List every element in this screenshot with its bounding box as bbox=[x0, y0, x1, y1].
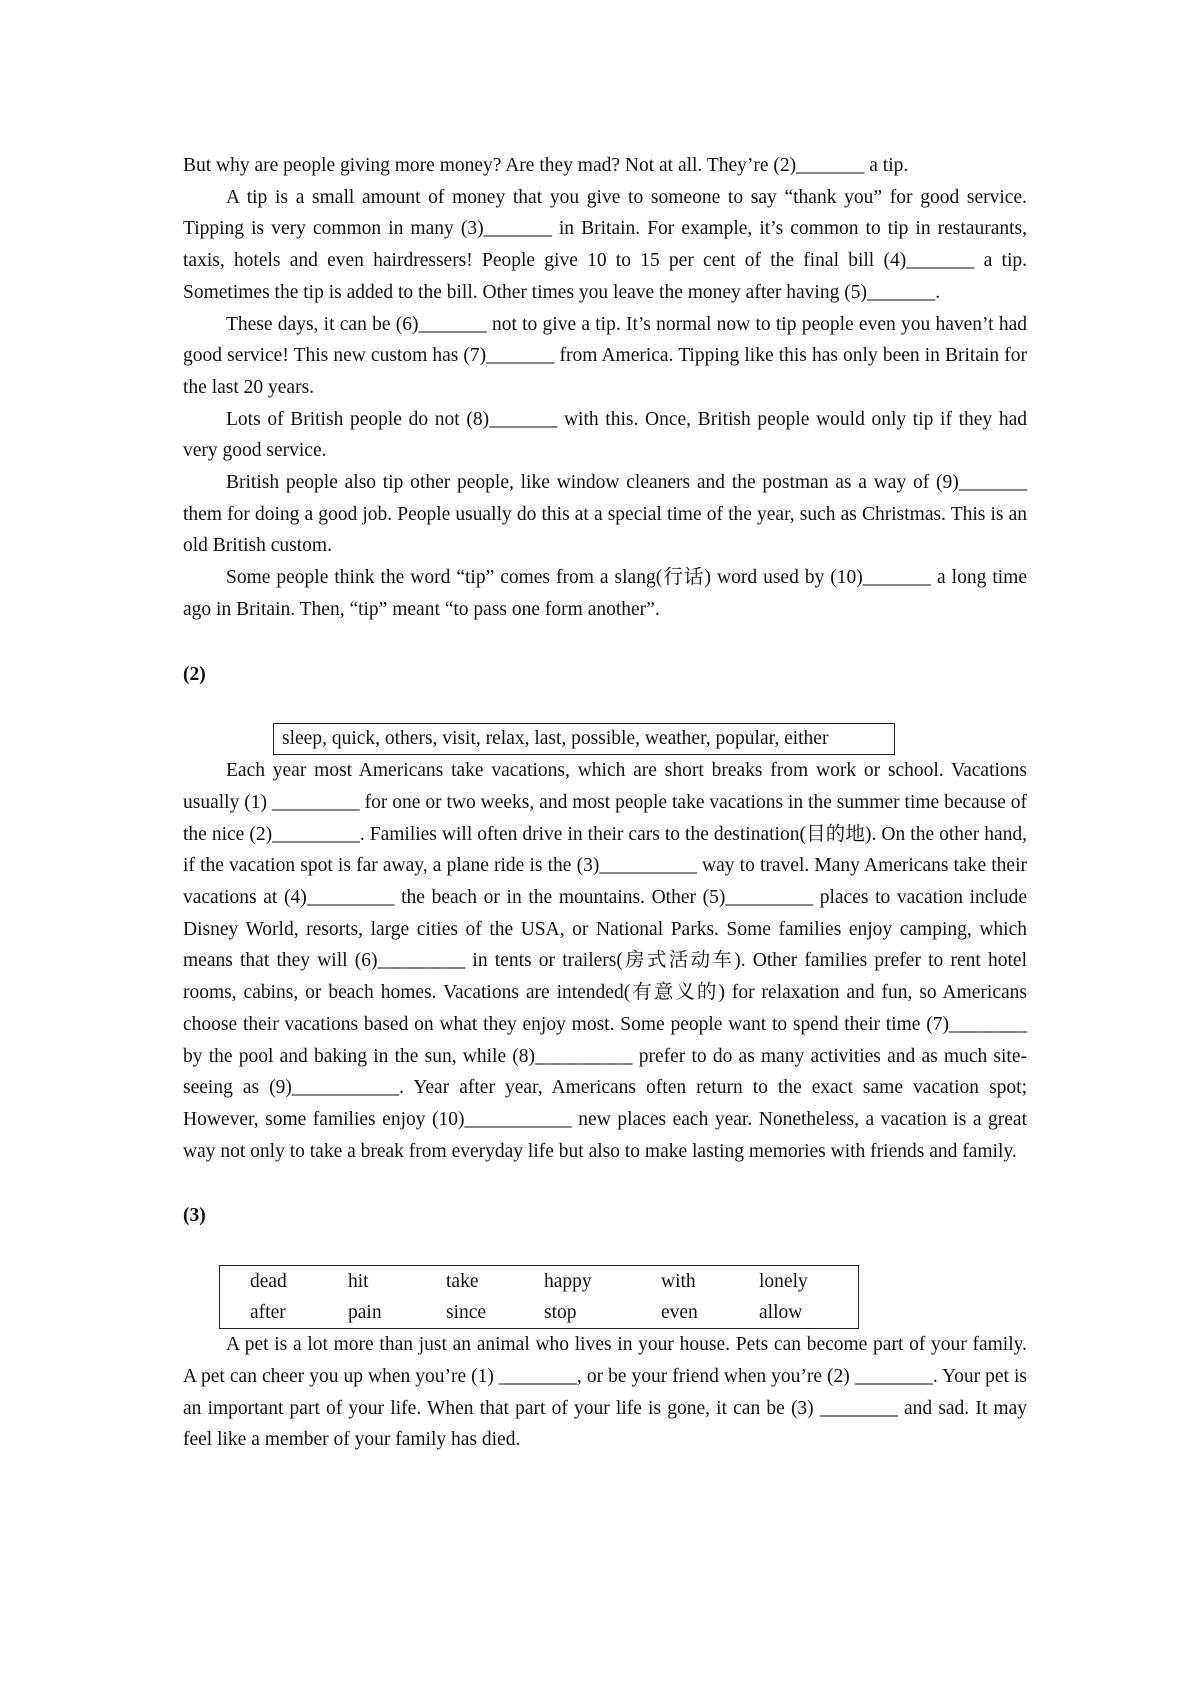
passage-1-paragraph: A tip is a small amount of money that you give to someone to say “thank you” for good service. Tipping is very common in many (3)_______ in Britain. For example, it’s common to tip in restaurants, taxis, hotels and even hairdressers! People give 10 to 15 per cent of the final bill (4)_______ a tip. Sometimes the tip is added to the bill. Other times you leave the money after having (5)_______. bbox=[183, 186, 1027, 303]
document-content bbox=[183, 150, 1027, 1456]
word-box-word: dead bbox=[250, 1271, 287, 1293]
passage-1-paragraph: Lots of British people do not (8)_______ with this. Once, British people would only tip if they had very good service. bbox=[183, 408, 1027, 462]
word-box-word: stop bbox=[544, 1302, 577, 1324]
word-box-word: hit bbox=[348, 1271, 369, 1293]
word-box-row bbox=[250, 1297, 858, 1328]
passage-1 bbox=[183, 150, 1027, 626]
section-2-word-box: sleep, quick, others, visit, relax, last, possible, weather, popular, either bbox=[273, 723, 895, 755]
word-box-word: pain bbox=[348, 1302, 382, 1324]
passage-3-paragraph: A pet is a lot more than just an animal who lives in your house. Pets can become part of your family. A pet can cheer you up when you’re (1) ________, or be your friend when you’re (2) ________. Your pet is an important part of your life. When that part of your life is gone, it can be (3) ________ and sad. It may feel like a member of your family has died. bbox=[183, 1334, 1027, 1451]
word-box-row bbox=[250, 1266, 858, 1297]
passage-1-paragraph: British people also tip other people, like window cleaners and the postman as a way of (9)_______ them for doing a good job. People usually do this at a special time of the year, such as Christmas. This is an old British custom. bbox=[183, 472, 1027, 557]
word-box-word: take bbox=[446, 1271, 479, 1293]
passage-1-paragraph: Some people think the word “tip” comes from a slang(行话) word used by (10)_______ a long time ago in Britain. Then, “tip” meant “to pass one form another”. bbox=[183, 567, 1027, 620]
word-box-word: happy bbox=[544, 1271, 592, 1293]
word-box-word: with bbox=[661, 1271, 696, 1293]
word-box-word: allow bbox=[759, 1302, 803, 1324]
passage-1-paragraph: These days, it can be (6)_______ not to give a tip. It’s normal now to tip people even you haven’t had good service! This new custom has (7)_______ from America. Tipping like this has only been in Britain for the last 20 years. bbox=[183, 313, 1027, 398]
word-box-word: since bbox=[446, 1302, 487, 1324]
word-box-word: lonely bbox=[759, 1271, 808, 1293]
passage-1-paragraph: But why are people giving more money? Are they mad? Not at all. They’re (2)_______ a tip. bbox=[183, 155, 909, 176]
section-3-label: (3) bbox=[183, 1205, 206, 1227]
word-box-word: even bbox=[661, 1302, 698, 1324]
section-2-label: (2) bbox=[183, 663, 206, 685]
section-3-word-box bbox=[219, 1265, 859, 1329]
passage-2-paragraph: Each year most Americans take vacations, which are short breaks from work or school. Vacations usually (1) _________ for one or two weeks, and most people take vacations in the summer time because of the nice (2)_________. Families will often drive in their cars to the destination(目的地). On the other hand, if the vacation spot is far away, a plane ride is the (3)__________ way to travel. Many Americans take their vacations at (4)_________ the beach or in the mountains. Other (5)_________ places to vacation include Disney World, resorts, large cities of the USA, or National Parks. Some families enjoy camping, which means that they will (6)_________ in tents or trailers(房式活动车). Other families prefer to rent hotel rooms, cabins, or beach homes. Vacations are intended(有意义的) for relaxation and fun, so Americans choose their vacations based on what they enjoy most. Some people want to spend their time (7)________ by the pool and baking in the sun, while (8)__________ prefer to do as many activities and as much site-seeing as (9)___________. Year after year, Americans often return to the exact same vacation spot; However, some families enjoy (10)___________ new places each year. Nonetheless, a vacation is a great way not only to take a break from everyday life but also to make lasting memories with friends and family. bbox=[183, 760, 1027, 1162]
word-box-word: after bbox=[250, 1302, 286, 1324]
